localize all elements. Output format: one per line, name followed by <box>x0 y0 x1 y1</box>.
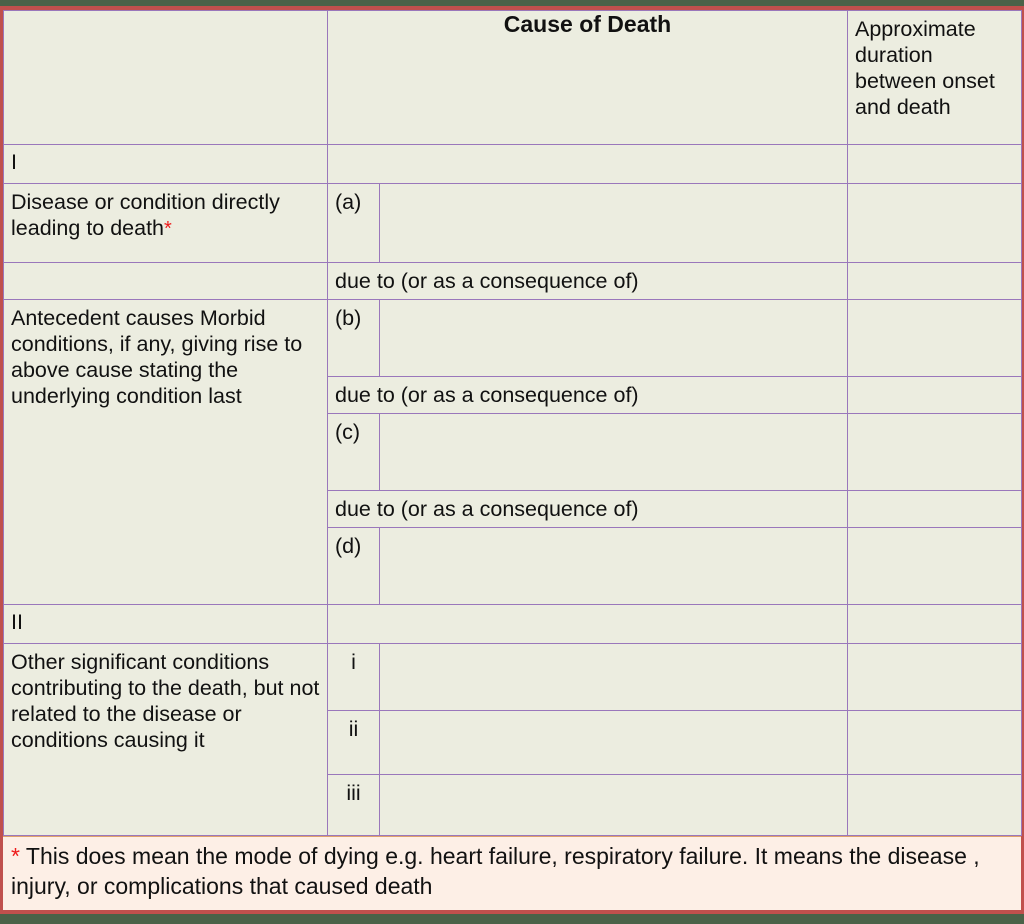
row-iii-duration-value <box>848 775 1021 785</box>
due-to-1-cell <box>328 263 848 300</box>
section-i-antecedent-label-cell <box>4 300 328 605</box>
due-to-2-text: due to (or as a consequence of) <box>335 383 639 407</box>
cause-of-death-table <box>3 10 1022 836</box>
row-ii-duration-value <box>848 711 1021 721</box>
header-duration <box>848 11 1022 145</box>
row-iii-cause-input[interactable] <box>380 775 848 836</box>
due-to-3-duration-spacer <box>848 491 1022 528</box>
row-ii-duration-input[interactable] <box>848 711 1022 775</box>
row-i <box>4 644 1022 711</box>
row-d-letter: (d) <box>335 534 362 558</box>
section-i-label-cell <box>4 184 328 263</box>
row-b-cause-input[interactable] <box>380 300 848 377</box>
row-ii-numeral-cell <box>328 711 380 775</box>
due-to-1-text: due to (or as a consequence of) <box>335 269 639 293</box>
due-to-3-cell <box>328 491 848 528</box>
row-a-duration-value <box>848 184 1021 194</box>
row-c-letter-cell <box>328 414 380 491</box>
footnote-asterisk-icon: * <box>11 843 20 869</box>
section-i-marker: I <box>11 150 17 174</box>
section-i-marker-cell <box>4 145 328 184</box>
row-ii-cause-input[interactable] <box>380 711 848 775</box>
section-i-label-text: Disease or condition directly leading to death <box>11 190 280 240</box>
asterisk-icon: * <box>164 218 172 240</box>
row-iii-numeral: iii <box>346 781 361 805</box>
section-i-label <box>4 184 327 246</box>
row-c-letter: (c) <box>335 420 361 444</box>
section-i-marker-duration-spacer <box>848 145 1022 184</box>
row-i-numeral: i <box>351 650 356 674</box>
row-iii-duration-input[interactable] <box>848 775 1022 836</box>
table-header-row <box>4 11 1022 145</box>
due-to-3-text: due to (or as a consequence of) <box>335 497 639 521</box>
row-b-duration-input[interactable] <box>848 300 1022 377</box>
row-b <box>4 300 1022 377</box>
row-iii-numeral-cell <box>328 775 380 836</box>
section-ii-label: Other significant conditions contributing to the death, but not related to the disease or conditions causing it <box>11 650 320 752</box>
due-to-1-duration-spacer <box>848 263 1022 300</box>
row-ii-cause-value <box>380 711 847 721</box>
due-to-2-duration-spacer <box>848 377 1022 414</box>
row-i-duration-value <box>848 644 1021 654</box>
row-a <box>4 184 1022 263</box>
section-ii-marker-row <box>4 605 1022 644</box>
footnote <box>3 836 1021 910</box>
row-i-cause-value <box>380 644 847 654</box>
header-corner-label <box>4 11 327 21</box>
row-b-letter: (b) <box>335 306 362 330</box>
section-ii-marker: II <box>11 610 23 634</box>
header-corner-cell <box>4 11 328 145</box>
row-a-cause-input[interactable] <box>380 184 848 263</box>
row-a-letter: (a) <box>335 190 362 214</box>
row-d-cause-input[interactable] <box>380 528 848 605</box>
row-b-cause-value <box>380 300 847 310</box>
row-c-cause-value <box>380 414 847 424</box>
due-to-row-1 <box>4 263 1022 300</box>
row-iii-cause-value <box>380 775 847 785</box>
row-b-duration-value <box>848 300 1021 310</box>
row-d-duration-value <box>848 528 1021 538</box>
header-cause-of-death <box>328 11 848 145</box>
section-i-marker-spacer <box>328 145 848 184</box>
row-c-cause-input[interactable] <box>380 414 848 491</box>
due-to-1-label-spacer <box>4 263 328 300</box>
section-ii-marker-cell <box>4 605 328 644</box>
row-ii-numeral: ii <box>348 717 359 741</box>
row-a-duration-input[interactable] <box>848 184 1022 263</box>
row-i-cause-input[interactable] <box>380 644 848 711</box>
row-c-duration-input[interactable] <box>848 414 1022 491</box>
header-cause-of-death-label: Cause of Death <box>503 11 672 37</box>
row-a-letter-cell <box>328 184 380 263</box>
header-duration-label: Approximate duration between onset and death <box>855 17 995 119</box>
row-d-cause-value <box>380 528 847 538</box>
section-i-antecedent-label: Antecedent causes Morbid conditions, if any, giving rise to above cause stating the underlying condition last <box>11 306 303 408</box>
form-frame <box>0 6 1024 914</box>
section-ii-marker-duration-spacer <box>848 605 1022 644</box>
section-i-marker-row <box>4 145 1022 184</box>
row-i-duration-input[interactable] <box>848 644 1022 711</box>
row-b-letter-cell <box>328 300 380 377</box>
row-c-duration-value <box>848 414 1021 424</box>
row-d-letter-cell <box>328 528 380 605</box>
footnote-text: This does mean the mode of dying e.g. heart failure, respiratory failure. It means the disease , injury, or complications that caused death <box>11 843 980 899</box>
section-ii-label-cell <box>4 644 328 836</box>
row-a-cause-value <box>380 184 847 194</box>
due-to-2-cell <box>328 377 848 414</box>
row-i-numeral-cell <box>328 644 380 711</box>
row-d-duration-input[interactable] <box>848 528 1022 605</box>
section-ii-marker-spacer <box>328 605 848 644</box>
